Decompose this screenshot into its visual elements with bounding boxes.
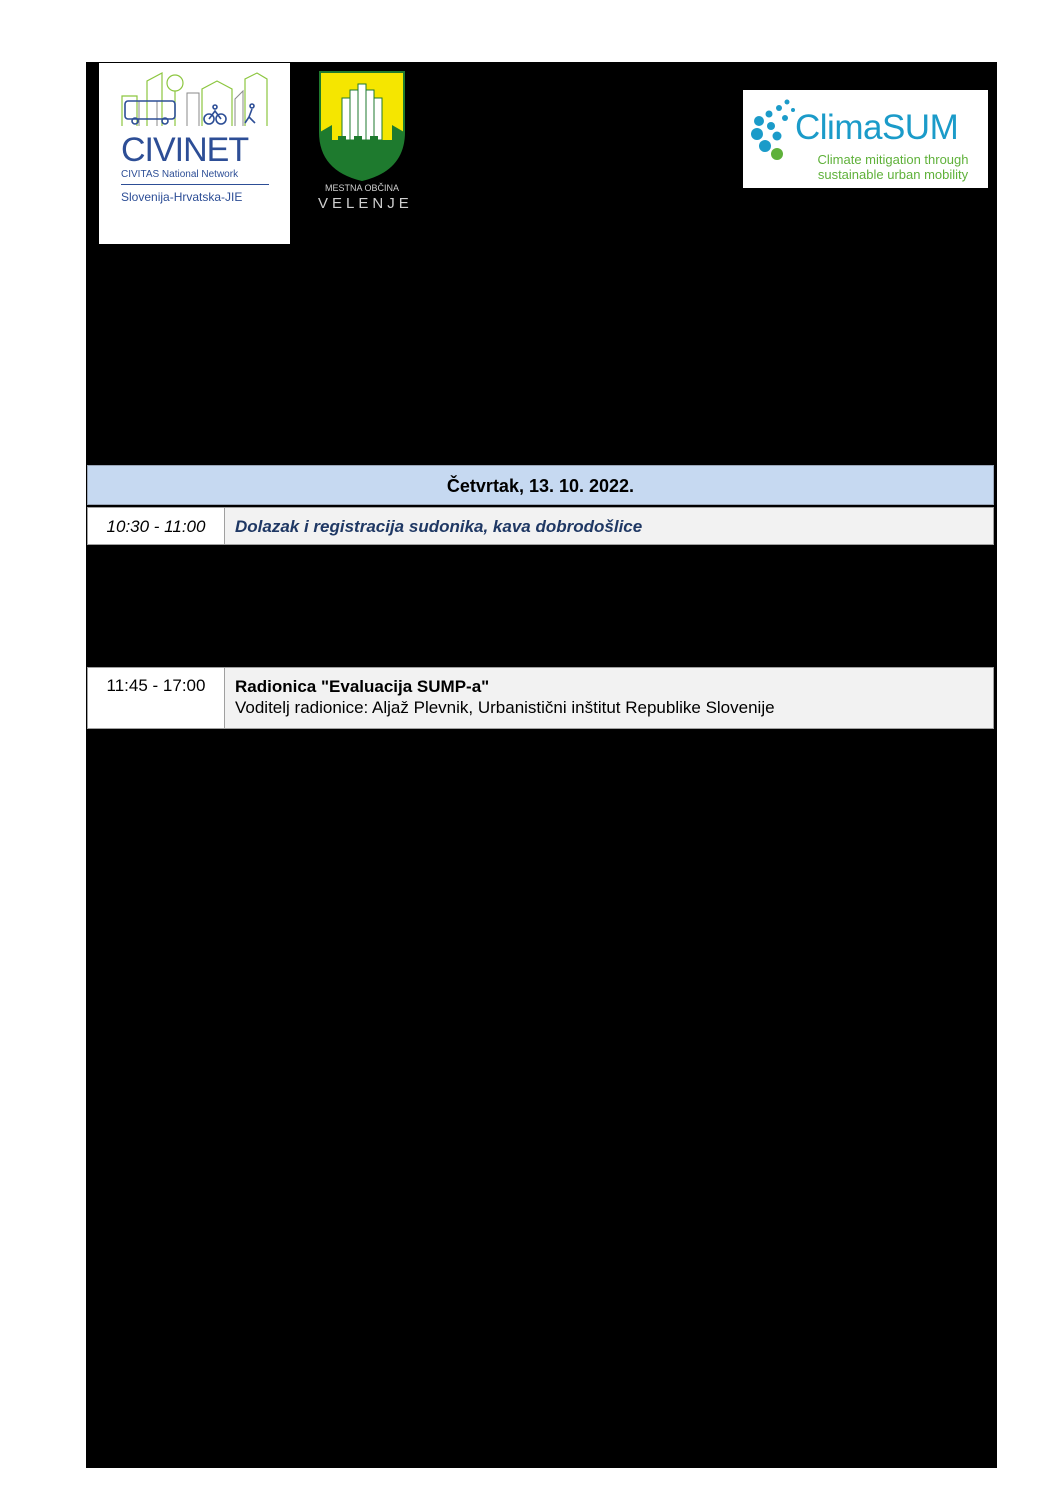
row-time: 11:45 - 17:00	[88, 668, 225, 728]
civinet-name: CIVINET	[121, 131, 249, 169]
city-skyline-icon	[117, 71, 272, 131]
velenje-line2: VELENJE	[318, 195, 413, 212]
row-title: Dolazak i registracija sudonika, kava dobrodošlice	[235, 517, 643, 536]
row-content	[235, 508, 985, 546]
civinet-divider	[121, 184, 269, 185]
civinet-subtitle: CIVITAS National Network	[121, 169, 239, 180]
climasum-logo	[743, 90, 988, 188]
climasum-tagline: Climate mitigation through sustainable urban mobility	[817, 152, 969, 182]
row-title: Radionica "Evaluacija SUMP-a"	[235, 677, 490, 696]
day-header: Četvrtak, 13. 10. 2022.	[87, 465, 994, 505]
program-row	[87, 667, 994, 729]
row-content	[235, 668, 985, 719]
civinet-region: Slovenija-Hrvatska-JIE	[121, 190, 243, 204]
program-row	[87, 507, 994, 545]
civinet-logo	[99, 63, 290, 244]
bubbles-icon	[749, 96, 799, 166]
row-time: 10:30 - 11:00	[88, 508, 225, 544]
redacted-page-area	[86, 62, 997, 1468]
climasum-name: ClimaSUM	[795, 108, 959, 147]
velenje-line1: MESTNA OBČINA	[324, 183, 399, 193]
velenje-crest-icon	[318, 70, 406, 182]
row-description: Voditelj radionice: Aljaž Plevnik, Urbanistični inštitut Republike Slovenije	[235, 698, 775, 717]
